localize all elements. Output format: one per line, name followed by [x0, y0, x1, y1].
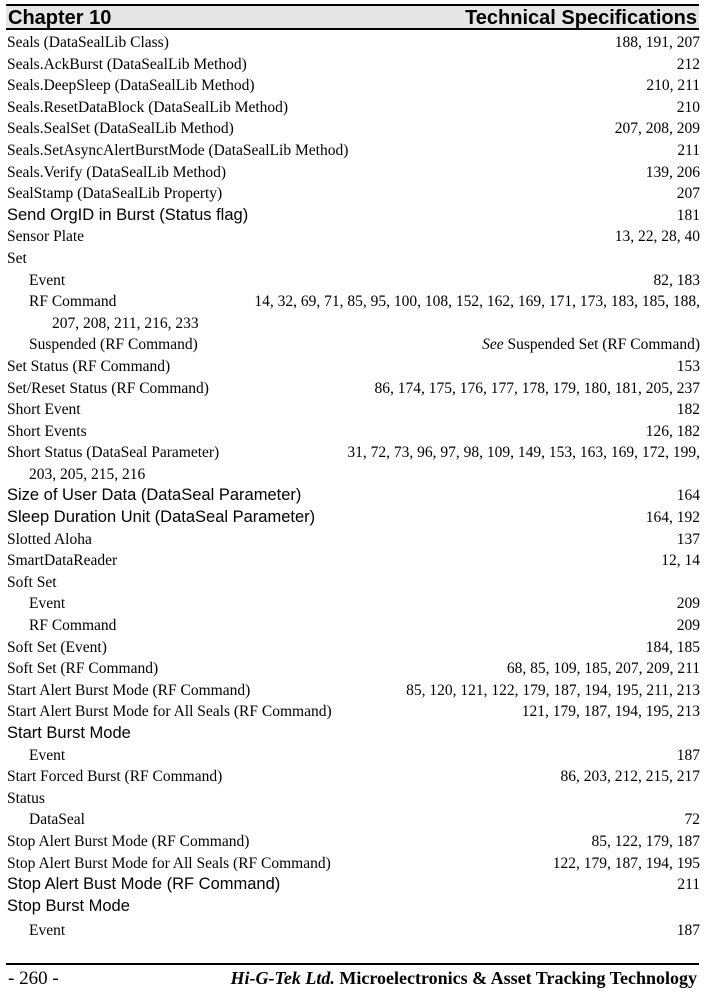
index-subentry	[7, 270, 700, 292]
index-entry	[7, 140, 700, 162]
company-tagline: Microelectronics & Asset Tracking Technology	[339, 968, 697, 988]
entry-pages: 182	[676, 401, 700, 419]
entry-pages: 181	[676, 206, 700, 224]
page-number: - 260 -	[8, 968, 59, 989]
index-entry	[7, 442, 700, 464]
index-entry	[7, 118, 700, 140]
index-subentry	[7, 291, 700, 313]
entry-pages-continued: 203, 205, 215, 216	[29, 465, 146, 483]
entry-label: Seals.SetAsyncAlertBurstMode (DataSealLib Method)	[7, 141, 349, 159]
see-label: See	[482, 336, 504, 354]
entry-pages: 153	[676, 357, 700, 375]
entry-label: Short Status (DataSeal Parameter)	[7, 444, 220, 462]
index-entry	[7, 658, 700, 680]
entry-label: Start Burst Mode	[7, 724, 131, 742]
entry-label: Start Alert Burst Mode for All Seals (RF Command)	[7, 703, 332, 721]
entry-label: Sensor Plate	[7, 228, 85, 246]
entry-pages: 211	[677, 141, 700, 159]
index-entry	[7, 205, 700, 227]
entry-pages: 211	[677, 876, 700, 894]
entry-label: Seals (DataSealLib Class)	[7, 34, 169, 51]
entry-label: DataSeal	[29, 811, 85, 829]
index-entry	[7, 701, 700, 723]
entry-pages: 184, 185	[645, 638, 700, 656]
entry-label: SealStamp (DataSealLib Property)	[7, 185, 223, 203]
entry-pages: 210	[676, 98, 700, 116]
entry-pages: 210, 211	[646, 77, 700, 95]
index-subentry	[7, 334, 700, 356]
index-entry	[7, 788, 700, 810]
entry-label: SmartDataReader	[7, 552, 118, 570]
entry-label: Stop Burst Mode	[7, 896, 130, 915]
entry-label: Soft Set (RF Command)	[7, 660, 159, 678]
entry-pages: 187	[676, 922, 700, 940]
entry-label: Soft Set	[7, 573, 57, 591]
index-entry	[7, 226, 700, 248]
entry-label: Event	[29, 922, 66, 940]
index-entry	[7, 32, 700, 54]
entry-pages: 209	[676, 617, 700, 635]
entry-pages: 14, 32, 69, 71, 85, 95, 100, 108, 152, 162, 169, 171, 173, 183, 185, 188,	[254, 293, 700, 311]
index-continuation	[7, 464, 700, 486]
index-entry	[7, 529, 700, 551]
entry-label: Event	[29, 746, 66, 764]
entry-label: Start Alert Burst Mode (RF Command)	[7, 681, 251, 699]
entry-label: Seals.AckBurst (DataSealLib Method)	[7, 55, 247, 73]
company-line	[231, 968, 697, 989]
index-entry	[7, 162, 700, 184]
index-entry	[7, 54, 700, 76]
index-entry	[7, 831, 700, 853]
entry-pages: 12, 14	[661, 552, 700, 570]
entry-pages: 188, 191, 207	[614, 34, 700, 51]
entry-label: Short Event	[7, 401, 81, 419]
entry-pages: 121, 179, 187, 194, 195, 213	[521, 703, 700, 721]
entry-pages: 164, 192	[645, 509, 700, 527]
entry-label: Seals.ResetDataBlock (DataSealLib Method)	[7, 98, 289, 116]
index-continuation	[7, 313, 700, 335]
index-entry	[7, 378, 700, 400]
index-entry	[7, 356, 700, 378]
entry-pages: 85, 122, 179, 187	[591, 832, 700, 850]
entry-pages: 86, 174, 175, 176, 177, 178, 179, 180, 181, 205, 237	[374, 379, 700, 397]
running-header	[6, 4, 699, 30]
entry-pages-continued: 207, 208, 211, 216, 233	[52, 314, 199, 332]
entry-label: Sleep Duration Unit (DataSeal Parameter)	[7, 508, 316, 527]
index-entry	[7, 183, 700, 205]
index-entry	[7, 248, 700, 270]
entry-pages: 85, 120, 121, 122, 179, 187, 194, 195, 211, 213	[406, 681, 700, 699]
entry-label: Set/Reset Status (RF Command)	[7, 379, 209, 397]
running-footer	[6, 963, 699, 993]
entry-pages: 164	[676, 487, 700, 505]
index-subentry	[7, 920, 700, 942]
entry-pages: 13, 22, 28, 40	[614, 228, 700, 246]
entry-pages: 122, 179, 187, 194, 195	[552, 854, 700, 872]
entry-pages: 86, 203, 212, 215, 217	[560, 768, 700, 786]
entry-cross-reference	[482, 334, 700, 356]
entry-label: Slotted Aloha	[7, 530, 92, 548]
index-entry	[7, 399, 700, 421]
entry-label: Event	[29, 595, 66, 613]
entry-label: Stop Alert Burst Mode (RF Command)	[7, 832, 250, 850]
entry-label: RF Command	[29, 293, 117, 311]
entry-label: Size of User Data (DataSeal Parameter)	[7, 486, 302, 505]
entry-label: Event	[29, 271, 66, 289]
entry-pages: 126, 182	[645, 422, 700, 440]
entry-pages: 139, 206	[645, 163, 700, 181]
entry-pages: 187	[676, 746, 700, 764]
index-subentry	[7, 615, 700, 637]
entry-label: Seals.DeepSleep (DataSealLib Method)	[7, 77, 255, 95]
index-entry	[7, 680, 700, 702]
index-entry	[7, 874, 700, 896]
entry-label: Stop Alert Burst Mode for All Seals (RF Command)	[7, 854, 331, 872]
entry-label: Soft Set (Event)	[7, 638, 107, 656]
index-entry	[7, 550, 700, 572]
index-entry	[7, 97, 700, 119]
index-entry	[7, 485, 700, 507]
index-subentry	[7, 593, 700, 615]
index-entry	[7, 637, 700, 659]
entry-pages: 209	[676, 595, 700, 613]
index-entry	[7, 766, 700, 788]
entry-label: Short Events	[7, 422, 87, 440]
entry-pages: 212	[676, 55, 700, 73]
section-title: Technical Specifications	[465, 7, 697, 29]
index-entry	[7, 723, 700, 745]
index-entry	[7, 896, 700, 918]
index-subentry	[7, 745, 700, 767]
see-target: Suspended Set (RF Command)	[507, 336, 700, 354]
chapter-title: Chapter 10	[8, 7, 112, 29]
entry-pages: 82, 183	[653, 271, 700, 289]
index-subentry	[7, 809, 700, 831]
entry-label: RF Command	[29, 617, 117, 635]
entry-pages: 137	[676, 530, 700, 548]
entry-label: Status	[7, 789, 45, 807]
entry-label: Seals.Verify (DataSealLib Method)	[7, 163, 227, 181]
index-entry	[7, 421, 700, 443]
index-entry	[7, 507, 700, 529]
entry-label: Stop Alert Bust Mode (RF Command)	[7, 875, 281, 894]
entry-pages: 207, 208, 209	[614, 120, 700, 138]
entry-label: Set	[7, 249, 27, 267]
entry-pages: 31, 72, 73, 96, 97, 98, 109, 149, 153, 163, 169, 172, 199,	[347, 444, 700, 462]
company-name: Hi-G-Tek Ltd.	[230, 968, 335, 988]
index-list	[7, 32, 700, 942]
index-entry	[7, 75, 700, 97]
entry-label: Suspended (RF Command)	[29, 336, 198, 354]
entry-label: Send OrgID in Burst (Status flag)	[7, 205, 249, 224]
index-entry	[7, 572, 700, 594]
entry-label: Set Status (RF Command)	[7, 357, 171, 375]
entry-label: Start Forced Burst (RF Command)	[7, 768, 223, 786]
index-entry	[7, 853, 700, 875]
entry-label: Seals.SealSet (DataSealLib Method)	[7, 120, 234, 138]
entry-pages: 207	[676, 185, 700, 203]
entry-pages: 72	[684, 811, 700, 829]
entry-pages: 68, 85, 109, 185, 207, 209, 211	[506, 660, 700, 678]
